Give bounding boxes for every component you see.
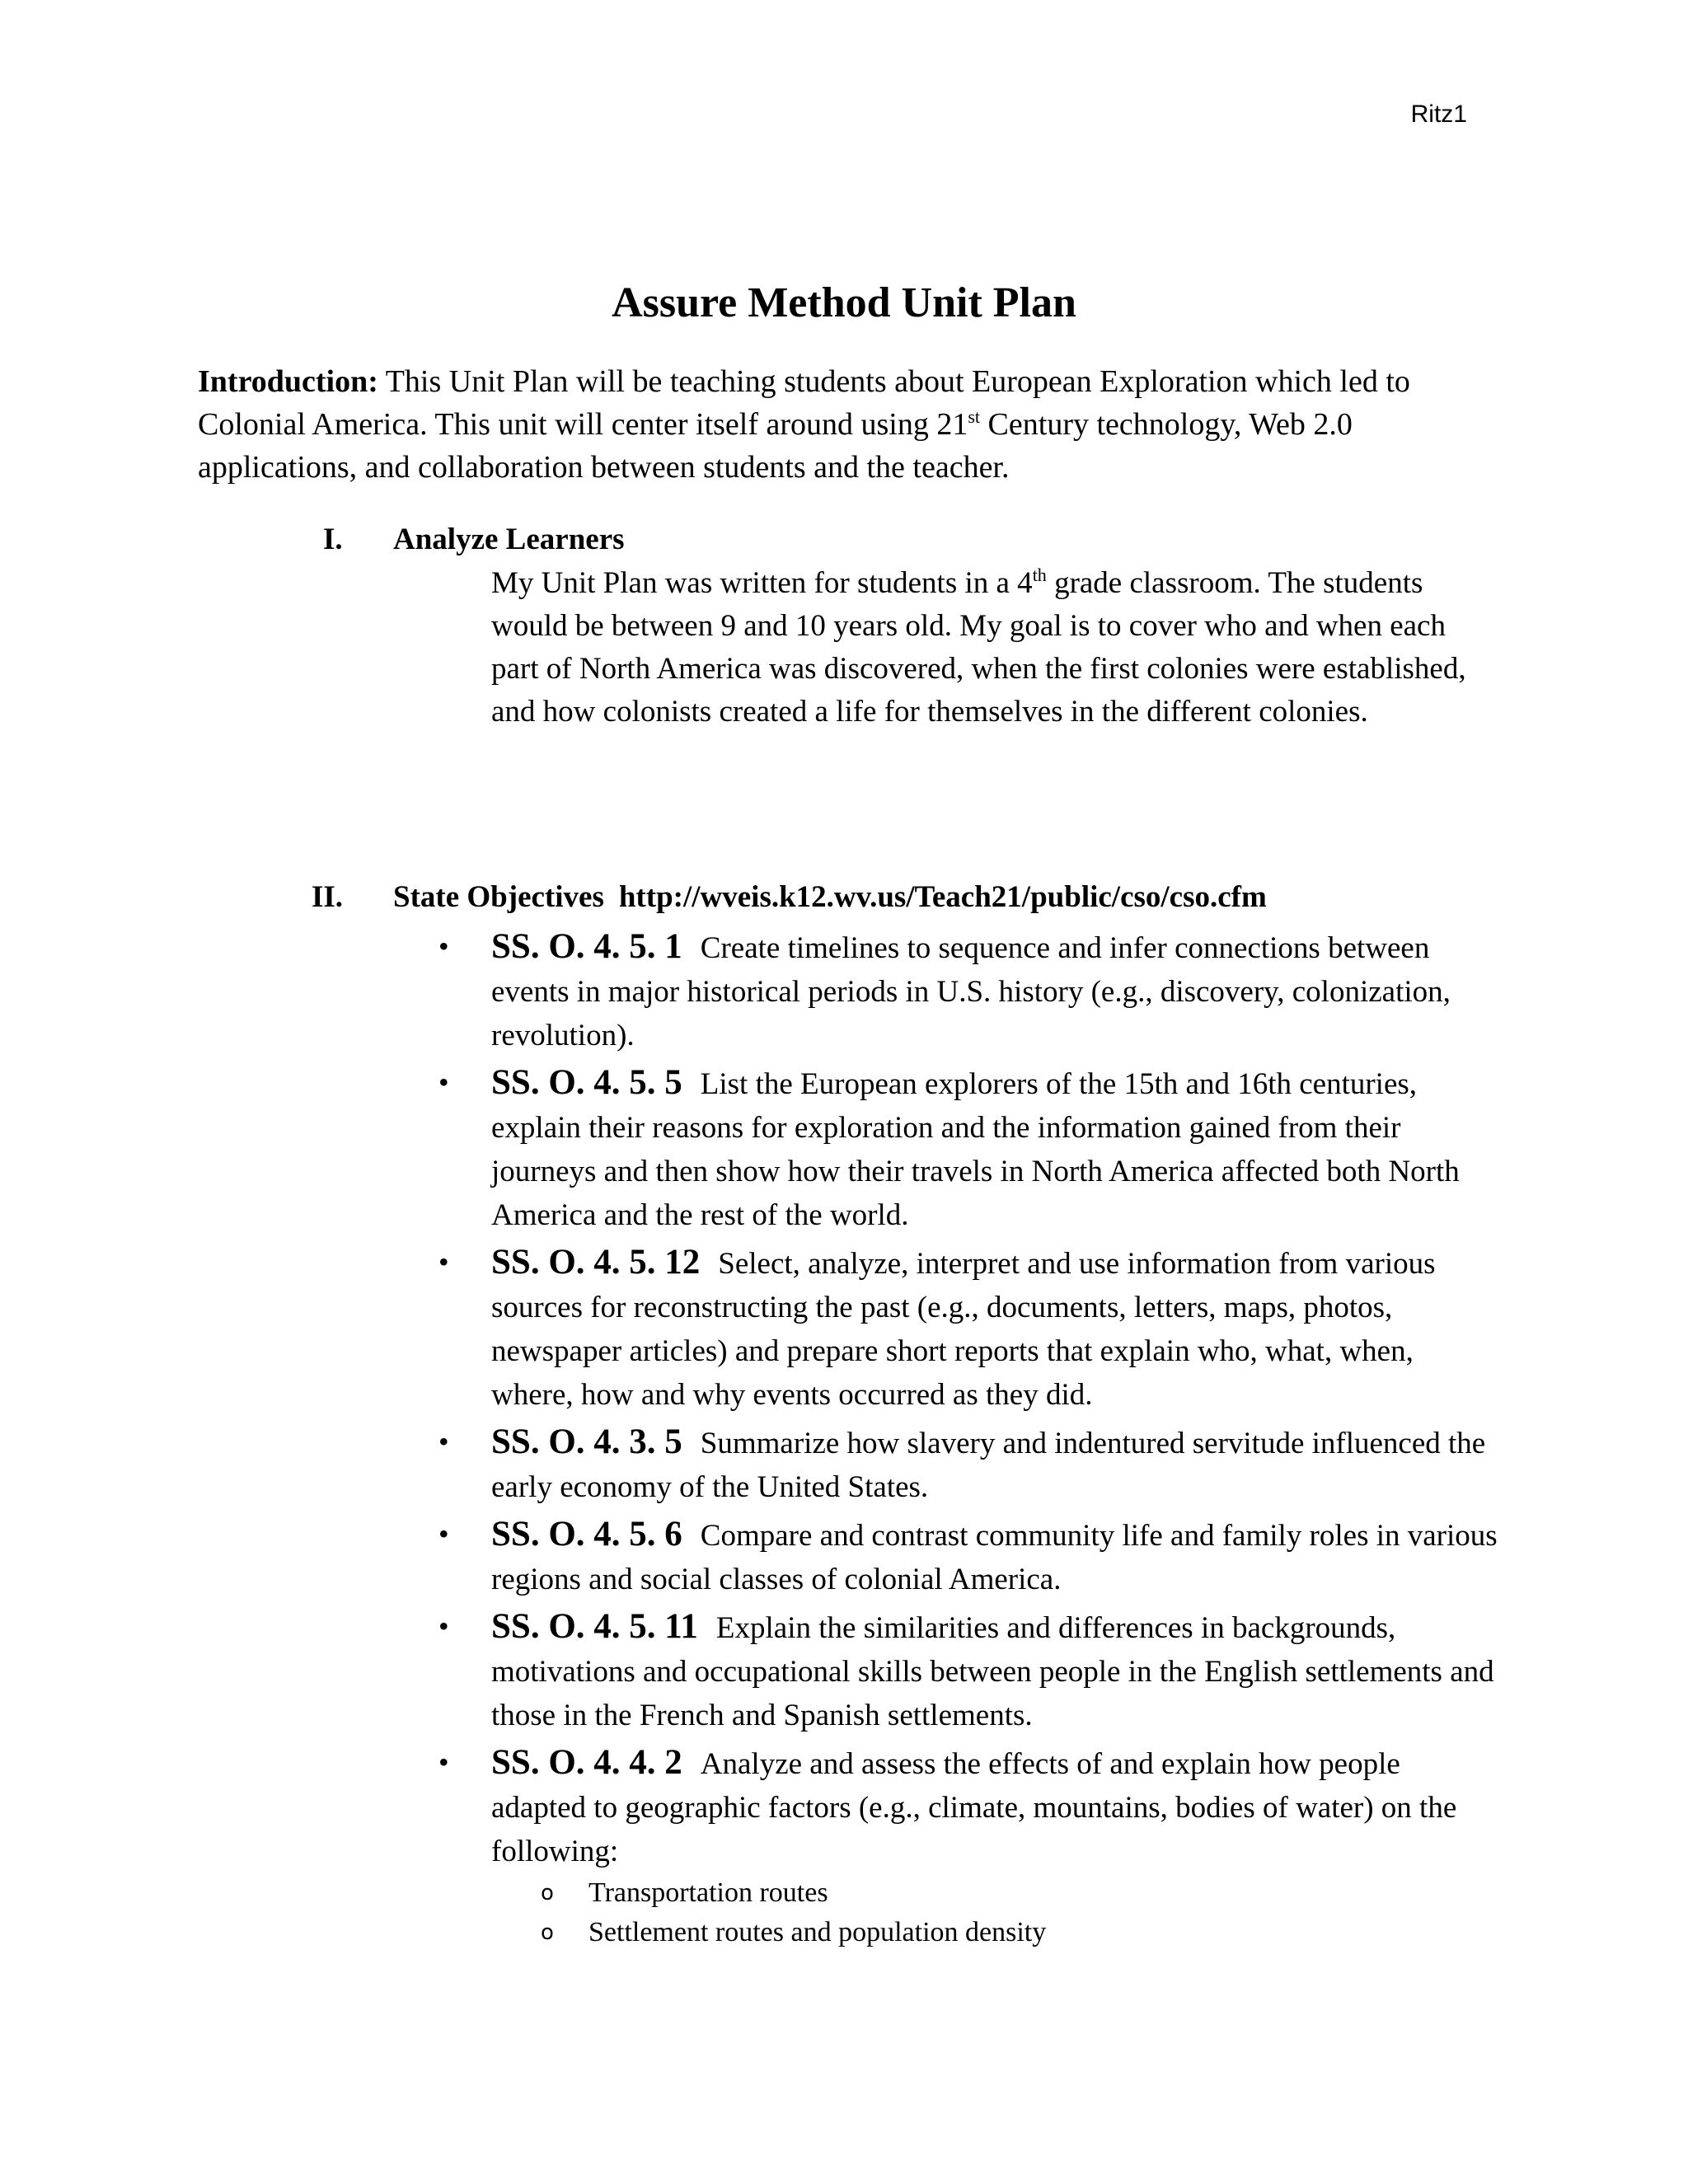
objective-item: [438, 1420, 1501, 1509]
objective-item: [438, 1240, 1501, 1417]
introduction-label: Introduction:: [198, 364, 378, 399]
section-heading-analyze: Analyze Learners: [393, 523, 625, 556]
introduction-paragraph: [198, 360, 1479, 489]
sub-list-item: [491, 1873, 1501, 1913]
objective-code: SS. O. 4. 4. 2: [491, 1743, 682, 1782]
bullet-icon: •: [438, 1425, 449, 1458]
objective-text: List the European explorers of the 15th and 16th centuries, explain their reasons for exploration and the information gained from their journeys and then show how their travels in North America affected both North America and the rest of the world.: [491, 1067, 1460, 1232]
objective-code: SS. O. 4. 5. 11: [491, 1607, 698, 1646]
objective-item: [438, 925, 1501, 1057]
analyze-text-2: grade classroom. The students would be between 9 and 10 years old. My goal is to cover who and when each part of North America was discovered, when the first colonies were established, and how colonists created a life for themselves in the different colonies.: [491, 566, 1466, 729]
objective-sublist: [491, 1873, 1501, 1952]
page-header-author: Ritz1: [1410, 101, 1467, 128]
objectives-list: [438, 925, 1501, 1956]
bullet-icon: •: [438, 1517, 449, 1550]
sub-list-item: [491, 1913, 1501, 1952]
objective-text: Compare and contrast community life and family roles in various regions and social classes of colonial America.: [491, 1519, 1498, 1596]
bullet-icon: •: [438, 1066, 449, 1099]
analyze-learners-paragraph: [491, 562, 1489, 733]
analyze-superscript: th: [1032, 565, 1047, 585]
bullet-icon: •: [438, 930, 449, 963]
bullet-icon: •: [438, 1746, 449, 1779]
bullet-icon: •: [438, 1245, 449, 1278]
objective-item: [438, 1741, 1501, 1952]
objective-text: Explain the similarities and differences in backgrounds, motivations and occupational skills between people in the English settlements and those in the French and Spanish settlements.: [491, 1611, 1494, 1732]
objectives-url-link[interactable]: http://wveis.k12.wv.us/Teach21/public/cso/cso.cfm: [618, 880, 1267, 914]
introduction-text-1: This Unit Plan will be teaching students about European Exploration which led to Colonial America. This unit will center itself around using 21: [198, 364, 1410, 442]
hollow-bullet-icon: o: [541, 1881, 554, 1905]
introduction-text-2: Century technology, Web 2.0 applications, and collaboration between students and the teacher.: [198, 407, 1353, 485]
objectives-title: State Objectives: [393, 880, 604, 914]
analyze-text-1: My Unit Plan was written for students in a 4: [491, 566, 1033, 600]
objective-text: Select, analyze, interpret and use information from various sources for reconstructing the past (e.g., documents, letters, maps, photos, newspaper articles) and prepare short reports that explain who, what, when, where, how and why events occurred as they did.: [491, 1247, 1436, 1412]
objective-item: [438, 1061, 1501, 1237]
introduction-superscript: st: [968, 406, 981, 427]
objective-text: Create timelines to sequence and infer connections between events in major historical periods in U.S. history (e.g., discovery, colonization, revolution).: [491, 931, 1451, 1052]
objective-item: [438, 1512, 1501, 1601]
bullet-icon: •: [438, 1610, 449, 1643]
objective-item: [438, 1605, 1501, 1737]
objective-text: Summarize how slavery and indentured servitude influenced the early economy of the United States.: [491, 1427, 1486, 1504]
objective-code: SS. O. 4. 5. 1: [491, 927, 682, 966]
objective-code: SS. O. 4. 5. 5: [491, 1063, 682, 1102]
objective-code: SS. O. 4. 5. 6: [491, 1515, 682, 1554]
objective-text: Analyze and assess the effects of and explain how people adapted to geographic factors (e.g., climate, mountains, bodies of water) on the following:: [491, 1747, 1457, 1868]
objective-code: SS. O. 4. 5. 12: [491, 1243, 701, 1282]
sub-item-text: Transportation routes: [588, 1877, 828, 1908]
section-heading-objectives: [393, 879, 1267, 915]
section-number-analyze: I.: [323, 523, 343, 556]
objective-code: SS. O. 4. 3. 5: [491, 1422, 682, 1461]
section-number-objectives: II.: [312, 880, 344, 914]
sub-item-text: Settlement routes and population density: [588, 1917, 1047, 1947]
document-title: Assure Method Unit Plan: [612, 279, 1076, 326]
hollow-bullet-icon: o: [541, 1920, 554, 1945]
